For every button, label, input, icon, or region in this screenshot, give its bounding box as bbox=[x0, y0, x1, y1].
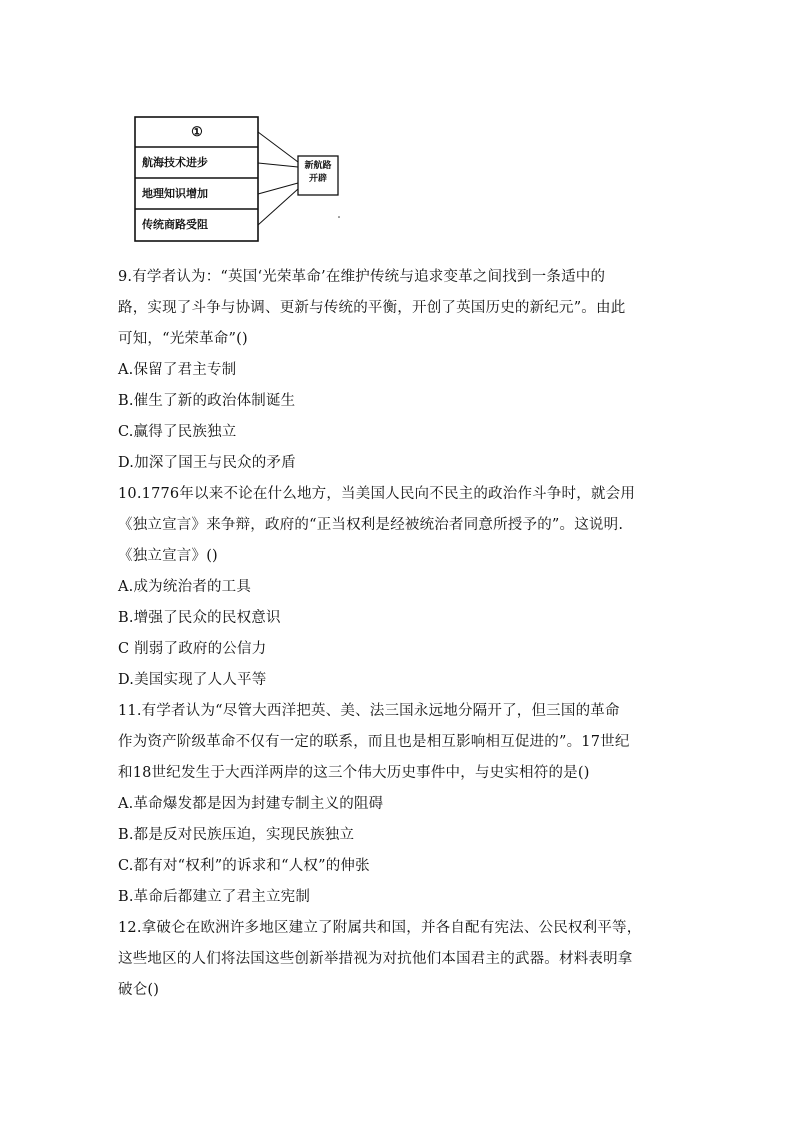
q11-stem-line-1: 11.有学者认为“尽管大西洋把英、美、法三国永远地分隔开了，但三国的革命 bbox=[118, 703, 620, 719]
cause-row-3: 传统商路受阻 bbox=[142, 218, 208, 231]
q9-stem-line-1: 9.有学者认为：“英国‘光荣革命’在维护传统与追求变革之间找到一条适中的 bbox=[118, 269, 606, 285]
question-list bbox=[118, 262, 688, 1006]
connector-line bbox=[258, 183, 298, 194]
q11-option-c: C.都有对“权利”的诉求和“人权”的伸张 bbox=[118, 858, 370, 874]
cause-diagram bbox=[132, 115, 352, 247]
q10-stem-line-3: 《独立宣言》() bbox=[118, 548, 218, 564]
cause-row-1: 航海技术进步 bbox=[142, 156, 208, 169]
q11-option-d: B.革命后都建立了君主立宪制 bbox=[118, 889, 311, 905]
q11-stem-line-3: 和18世纪发生于大西洋两岸的这三个伟大历史事件中，与史实相符的是() bbox=[118, 765, 590, 781]
cause-row-2: 地理知识增加 bbox=[142, 187, 208, 200]
q9-option-b: B.催生了新的政治体制诞生 bbox=[118, 393, 296, 409]
q11-option-b: B.都是反对民族压迫，实现民族独立 bbox=[118, 827, 355, 843]
result-label bbox=[300, 160, 336, 186]
q9-option-c: C.赢得了民族独立 bbox=[118, 424, 237, 440]
q9-option-a: A.保留了君主专制 bbox=[118, 362, 237, 378]
q11-stem-line-2: 作为资产阶级革命不仅有一定的联系，而且也是相互影响相互促进的”。17世纪 bbox=[118, 734, 630, 750]
speck bbox=[338, 216, 340, 218]
q9-stem-line-3: 可知，“光荣革命”() bbox=[118, 331, 248, 347]
q10-stem-line-2: 《独立宣言》来争辩，政府的“正当权利是经被统治者同意所授予的”。这说明. bbox=[118, 517, 624, 533]
q12-stem-line-2: 这些地区的人们将法国这些创新举措视为对抗他们本国君主的武器。材料表明拿 bbox=[118, 951, 633, 967]
unknown-cause-label: ① bbox=[191, 125, 203, 140]
q10-stem-line-1: 10.1776年以来不论在什么地方，当美国人民向不民主的政治作斗争时，就会用 bbox=[118, 486, 636, 502]
result-label-line-2: 开辟 bbox=[308, 174, 327, 184]
q10-option-d: D.美国实现了人人平等 bbox=[118, 672, 267, 688]
connector-line bbox=[258, 163, 298, 167]
connector-line bbox=[258, 132, 298, 162]
q11-option-a: A.革命爆发都是因为封建专制主义的阻碍 bbox=[118, 796, 384, 812]
q9-stem-line-2: 路，实现了斗争与协调、更新与传统的平衡，开创了英国历史的新纪元”。由此 bbox=[118, 300, 626, 316]
q10-option-a: A.成为统治者的工具 bbox=[118, 579, 252, 595]
connector-line bbox=[258, 189, 298, 225]
q10-option-c: C 削弱了政府的公信力 bbox=[118, 641, 267, 657]
q9-option-d: D.加深了国王与民众的矛盾 bbox=[118, 455, 296, 471]
q10-option-b: B.增强了民众的民权意识 bbox=[118, 610, 281, 626]
q12-stem-line-3: 破仑() bbox=[118, 982, 160, 998]
q12-stem-line-1: 12.拿破仑在欧洲许多地区建立了附属共和国，并各自配有宪法、公民权利平等， bbox=[118, 920, 642, 936]
result-label-line-1: 新航路 bbox=[304, 161, 332, 171]
